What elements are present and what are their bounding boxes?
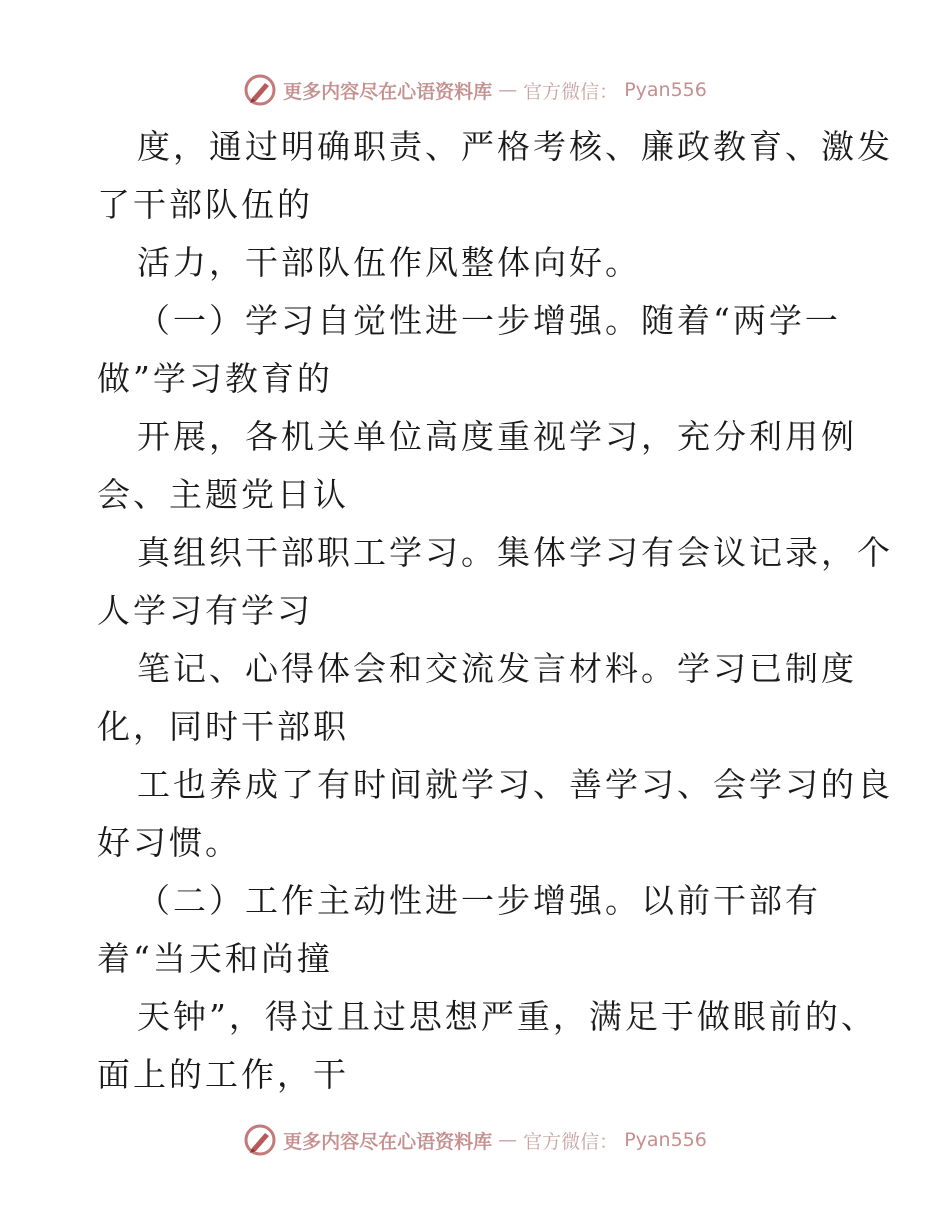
text-line: 真组织干部职工学习。集体学习有会议记录，个 (137, 533, 893, 572)
text-line: 着“当天和尚撞 (97, 939, 333, 978)
watermark-wechat-id: Pyan556 (624, 79, 707, 101)
text-line: 人学习有学习 (97, 591, 313, 630)
text-line: 笔记、心得体会和交流发言材料。学习已制度 (137, 649, 857, 688)
text-line: 活力，干部队伍作风整体向好。 (137, 243, 641, 282)
watermark-wechat-id: Pyan556 (624, 1129, 707, 1151)
text-line: 会、主题党日认 (97, 475, 349, 514)
watermark-main-text: 更多内容尽在心语资料库 (283, 1130, 493, 1153)
text-line: （二）工作主动性进一步增强。以前干部有 (137, 881, 821, 920)
text-line: 度，通过明确职责、严格考核、廉政教育、激发 (137, 127, 893, 166)
text-line: 开展，各机关单位高度重视学习，充分利用例 (137, 417, 857, 456)
text-line: 做”学习教育的 (97, 359, 333, 398)
text-line: （一）学习自觉性进一步增强。随着“两学一 (137, 301, 841, 340)
pen-logo-icon (243, 73, 277, 107)
watermark-wechat-label: 官方微信： (523, 80, 619, 103)
pen-logo-icon (243, 1123, 277, 1157)
watermark-dash: — (498, 79, 518, 101)
watermark-main-text: 更多内容尽在心语资料库 (283, 80, 493, 103)
text-line: 了干部队伍的 (97, 185, 313, 224)
watermark-wechat-label: 官方微信： (523, 1130, 619, 1153)
footer-watermark (0, 1120, 950, 1160)
header-watermark (0, 70, 950, 110)
text-line: 面上的工作，干 (97, 1055, 349, 1094)
text-line: 工也养成了有时间就学习、善学习、会学习的良 (137, 765, 893, 804)
text-line: 化，同时干部职 (97, 707, 349, 746)
text-line: 好习惯。 (97, 823, 241, 862)
document-body (97, 118, 893, 1104)
watermark-dash: — (498, 1129, 518, 1151)
text-line: 天钟”，得过且过思想严重，满足于做眼前的、 (137, 997, 877, 1036)
